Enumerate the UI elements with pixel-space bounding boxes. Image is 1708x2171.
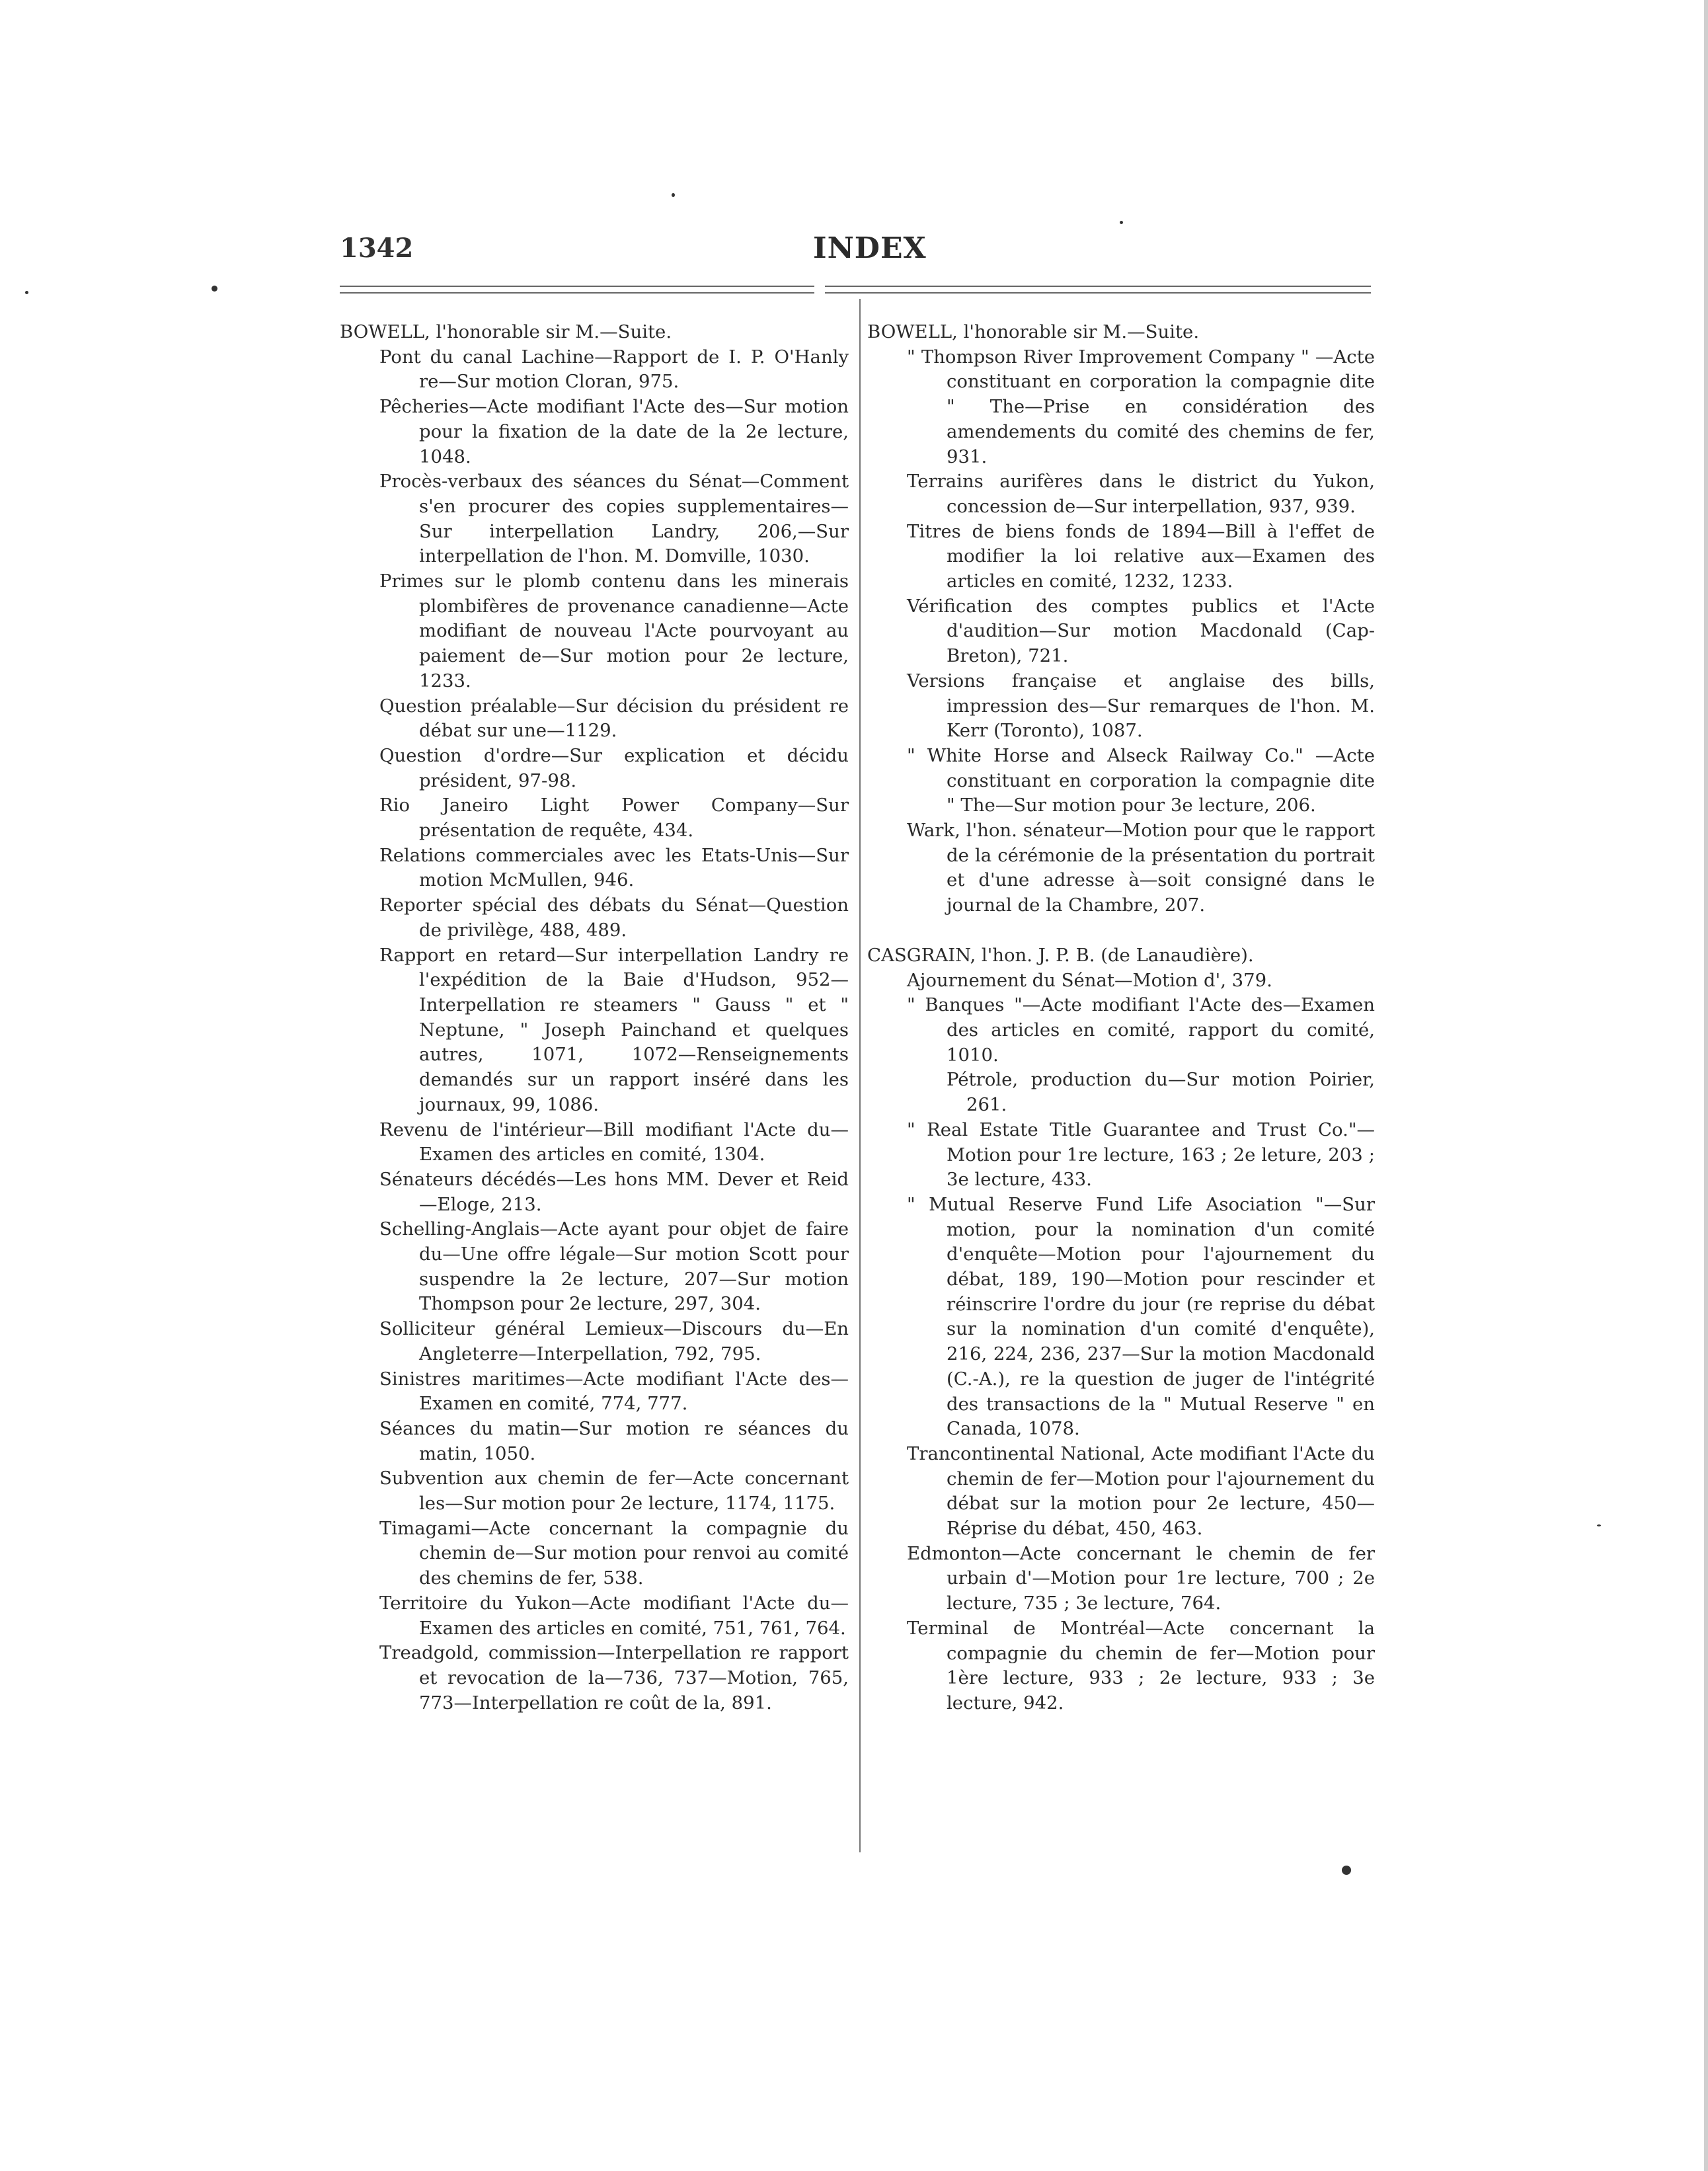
index-entry: Primes sur le plomb contenu dans les minerais plombifères de provenance canadienne—Acte modifiant de nouveau l'Acte pourvoyant au paiement de—Sur motion pour 2e lecture, 1233. [379, 571, 849, 691]
index-entry: Procès-verbaux des séances du Sénat—Comment s'en procurer des copies supplementaires—Sur interpellation Landry, 206,—Sur interpellation de l'hon. M. Domville, 1030. [379, 471, 849, 567]
index-entry: Rapport en retard—Sur interpellation Landry re l'expédition de la Baie d'Hudson, 952—Interpellation re steamers " Gauss " et " Neptune, " Joseph Painchand et quelques autres, 1071, 1072—Renseignements demandés sur un rapport inséré dans les journaux, 99, 1086. [379, 944, 849, 1115]
left-column [340, 320, 849, 1716]
index-entry: Revenu de l'intérieur—Bill modifiant l'Acte du—Examen des articles en comité, 1304. [379, 1119, 849, 1165]
index-entry: Séances du matin—Sur motion re séances du matin, 1050. [379, 1417, 849, 1464]
page-number: 1342 [340, 233, 414, 264]
index-heading: CASGRAIN, l'hon. J. P. B. (de Lanaudière). [867, 944, 1254, 966]
index-entry: " White Horse and Alseck Railway Co." —Acte constituant en corporation la compagnie dite " The—Sur motion pour 3e lecture, 206. [907, 744, 1375, 816]
index-entry: Ajournement du Sénat—Motion d', 379. [907, 969, 1272, 991]
index-entry: Reporter spécial des débats du Sénat—Question de privilège, 488, 489. [379, 894, 849, 941]
index-entry: Question préalable—Sur décision du président re débat sur une—1129. [379, 695, 849, 742]
index-entry: Trancontinental National, Acte modifiant l'Acte du chemin de fer—Motion pour l'ajournement du débat sur la motion pour 2e lecture, 450—Réprise du débat, 450, 463. [907, 1442, 1375, 1540]
index-entry: Rio Janeiro Light Power Company—Sur présentation de requête, 434. [379, 795, 849, 842]
index-entry: Sénateurs décédés—Les hons MM. Dever et Reid—Eloge, 213. [379, 1168, 849, 1215]
index-entry: Relations commerciales avec les Etats-Unis—Sur motion McMullen, 946. [379, 844, 849, 891]
index-entry: Subvention aux chemin de fer—Acte concernant les—Sur motion pour 2e lecture, 1174, 1175. [379, 1468, 849, 1515]
index-heading: BOWELL, l'honorable sir M.—Suite. [867, 321, 1200, 342]
index-entry: Terrains aurifères dans le district du Yukon, concession de—Sur interpellation, 937, 939. [907, 471, 1375, 517]
header-rule [340, 286, 1371, 295]
index-entry: Timagami—Acte concernant la compagnie du chemin de—Sur motion pour renvoi au comité des chemins de fer, 538. [379, 1517, 849, 1589]
index-entry: Treadgold, commission—Interpellation re rapport et revocation de la—736, 737—Motion, 765, 773—Interpellation re coût de la, 891. [379, 1642, 849, 1714]
index-entry: Question d'ordre—Sur explication et décidu président, 97-98. [379, 744, 849, 791]
index-entry: Territoire du Yukon—Acte modifiant l'Acte du—Examen des articles en comité, 751, 761, 764. [379, 1592, 849, 1639]
scan-edge [1704, 0, 1708, 2171]
page-title: INDEX [813, 231, 927, 265]
section-spacer [867, 918, 1375, 943]
scan-speck [1597, 1524, 1601, 1526]
index-entry: Wark, l'hon. sénateur—Motion pour que le rapport de la cérémonie de la présentation du portrait et d'une adresse à—soit consigné dans le journal de la Chambre, 207. [907, 820, 1375, 916]
index-entry: " Mutual Reserve Fund Life Asociation "—Sur motion, pour la nomination d'un comité d'enquête—Motion pour l'ajournement du débat, 189, 190—Motion pour rescinder et réinscrire l'ordre du jour (re reprise du débat sur la nomination d'un comité d'enquête), 216, 224, 236, 237—Sur la motion Macdonald (C.-A.), re la question de juger de l'intégrité des transactions de la " Mutual Reserve " en Canada, 1078. [907, 1193, 1375, 1440]
column-divider [859, 299, 861, 1852]
scan-speck [25, 291, 28, 294]
right-column [867, 320, 1375, 1716]
index-entry: Schelling-Anglais—Acte ayant pour objet de faire du—Une offre légale—Sur motion Scott pour suspendre la 2e lecture, 207—Sur motion Thompson pour 2e lecture, 297, 304. [379, 1218, 849, 1315]
index-entry: Solliciteur général Lemieux—Discours du—En Angleterre—Interpellation, 792, 795. [379, 1318, 849, 1364]
index-entry: " Banques "—Acte modifiant l'Acte des—Examen des articles en comité, rapport du comité, 1010. [907, 994, 1375, 1066]
scan-speck [1342, 1866, 1351, 1875]
index-entry: Terminal de Montréal—Acte concernant la compagnie du chemin de fer—Motion pour 1ère lecture, 933 ; 2e lecture, 933 ; 3e lecture, 942. [907, 1617, 1375, 1714]
index-entry: " Real Estate Title Guarantee and Trust Co."—Motion pour 1re lecture, 163 ; 2e leture, 203 ; 3e lecture, 433. [907, 1119, 1375, 1191]
index-entry: " Thompson River Improvement Company " —Acte constituant en corporation la compagnie dite " The—Prise en considération des amendements du comité des chemins de fer, 931. [907, 346, 1375, 467]
index-heading: BOWELL, l'honorable sir M.—Suite. [340, 321, 672, 342]
index-entry: Pont du canal Lachine—Rapport de I. P. O'Hanly re—Sur motion Cloran, 975. [379, 346, 849, 393]
index-sub-entry: Pétrole, production du—Sur motion Poirier, 261. [947, 1069, 1375, 1116]
scan-speck [672, 193, 675, 197]
index-entry: Pêcheries—Acte modifiant l'Acte des—Sur motion pour la fixation de la date de la 2e lecture, 1048. [379, 396, 849, 467]
index-entry: Versions française et anglaise des bills, impression des—Sur remarques de l'hon. M. Kerr (Toronto), 1087. [907, 670, 1375, 742]
index-entry: Edmonton—Acte concernant le chemin de fer urbain d'—Motion pour 1re lecture, 700 ; 2e lecture, 735 ; 3e lecture, 764. [907, 1542, 1375, 1614]
scan-speck [212, 286, 217, 292]
index-entry: Titres de biens fonds de 1894—Bill à l'effet de modifier la loi relative aux—Examen des articles en comité, 1232, 1233. [907, 520, 1375, 592]
scan-speck [1120, 221, 1123, 224]
index-entry: Vérification des comptes publics et l'Acte d'audition—Sur motion Macdonald (Cap-Breton), 721. [907, 595, 1375, 667]
index-entry: Sinistres maritimes—Acte modifiant l'Acte des—Examen en comité, 774, 777. [379, 1368, 849, 1415]
